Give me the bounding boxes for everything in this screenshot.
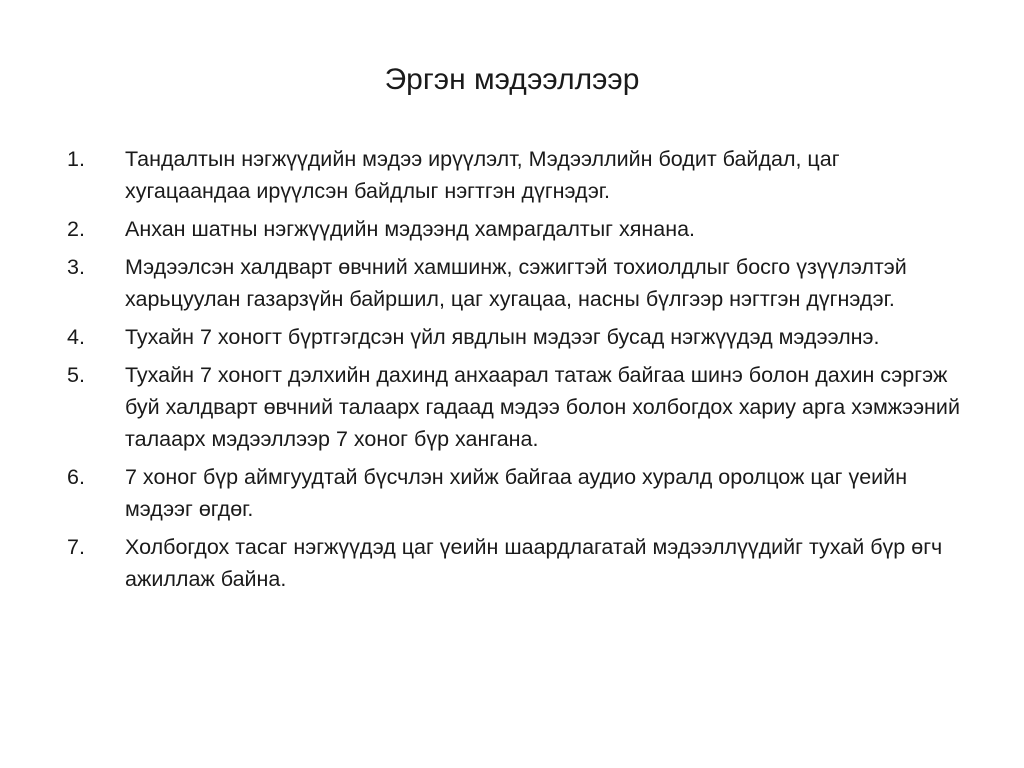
- list-item-number: 7.: [67, 535, 85, 559]
- list-item-text: Тухайн 7 хоногт бүртгэгдсэн үйл явдлын мэдээг бусад нэгжүүдэд мэдээлнэ.: [125, 325, 880, 349]
- list-item-number: 4.: [67, 325, 85, 349]
- list-item-text: Тухайн 7 хоногт дэлхийн дахинд анхаарал татаж байгаа шинэ болон дахин сэргэж буй халдварт өвчний талаарх гадаад мэдээ болон холбогдох хариу арга хэмжээний талаарх мэдээллээр 7 хоног бүр хангана.: [125, 363, 960, 451]
- list-item-number: 6.: [67, 465, 85, 489]
- list-item-number: 2.: [67, 217, 85, 241]
- list-item-number: 1.: [67, 147, 85, 171]
- list-item: [0, 213, 1024, 245]
- list-item: [0, 321, 1024, 353]
- list-item-text: Анхан шатны нэгжүүдийн мэдээнд хамрагдалтыг хянана.: [125, 217, 696, 241]
- list-item: [0, 359, 1024, 455]
- list-item: [0, 251, 1024, 315]
- list-item-text: Холбогдох тасаг нэгжүүдэд цаг үеийн шаардлагатай мэдээллүүдийг тухай бүр өгч ажиллаж байна.: [125, 535, 943, 591]
- slide-title: Эргэн мэдээллээр: [384, 63, 640, 96]
- list-item: [0, 143, 1024, 207]
- list-item: [0, 461, 1024, 525]
- list-item: [0, 531, 1024, 595]
- list-item-text: 7 хоног бүр аймгуудтай бүсчлэн хийж байгаа аудио хуралд оролцож цаг үеийн мэдээг өгдөг.: [125, 465, 908, 521]
- list-item-number: 3.: [67, 255, 85, 279]
- list-item-number: 5.: [67, 363, 85, 387]
- list-item-text: Мэдээлсэн халдварт өвчний хамшинж, сэжигтэй тохиолдлыг босго үзүүлэлтэй харьцуулан газарзүйн байршил, цаг хугацаа, насны бүлгээр нэгтгэн дүгнэдэг.: [125, 255, 907, 311]
- numbered-list: [0, 143, 1024, 601]
- list-item-text: Тандалтын нэгжүүдийн мэдээ ирүүлэлт, Мэдээллийн бодит байдал, цаг хугацаандаа ирүүлсэн байдлыг нэгтгэн дүгнэдэг.: [125, 147, 840, 203]
